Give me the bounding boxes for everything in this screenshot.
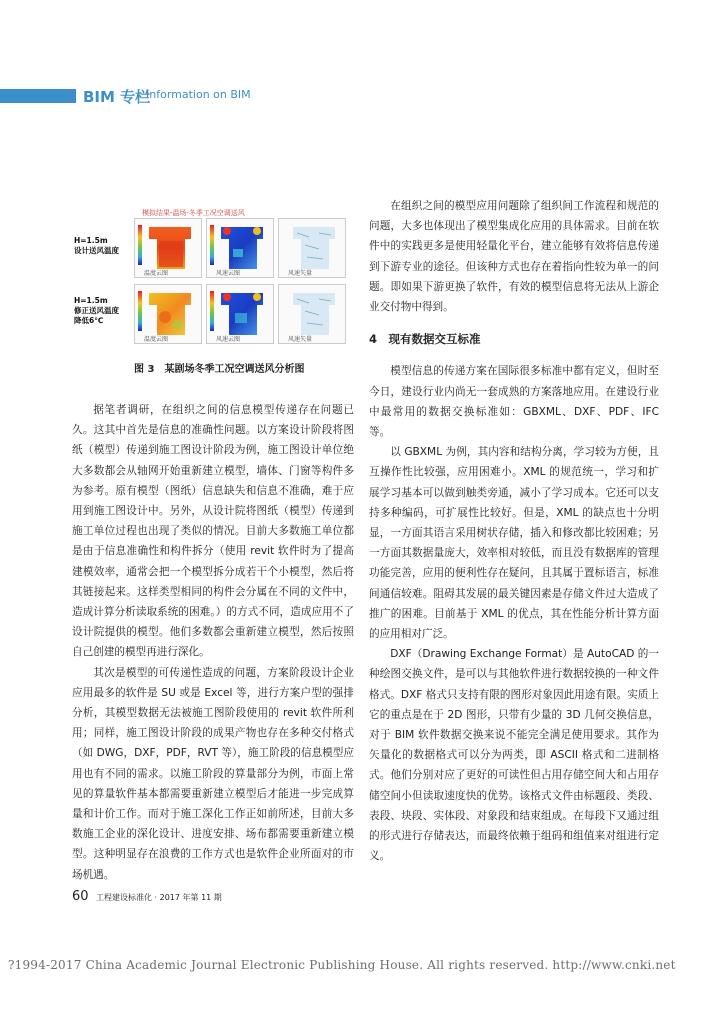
left-column [72,400,354,885]
body-paragraph: 以 GBXML 为例，其内容和结构分离，学习较为方便，且互操作性比较强，应用困难小。XML 的规范统一，学习和扩展学习基本可以做到触类旁通，减小了学习成本。它还可以支持多种编码，可扩展性比较好。但是，XML 的缺点也十分明显，一方面其语言采用树状存储，插入和修改都比较困难；另一方面其数据量庞大，效率相对较低，而且没有数据库的管理功能完善，应用的便利性存在疑问，且其属于置标语言，标准间通信较难。阻碍其发展的最关键因素是存储文件过大造成了推广的困难。目前基于 XML 的优点，其在性能分析计算方面的应用相对广泛。 [369,446,659,641]
body-paragraph: DXF（Drawing Exchange Format）是 AutoCAD 的一种绘图交换文件，是可以与其他软件进行数据较换的一种文件格式。DXF 格式只支持有限的图形对象因此用途有限。实质上它的重点是在于 2D 图形，只带有少量的 3D 几何交换信息，对于 BIM 软件数据交换来说不能完全满足使用要求。其作为矢量化的数据格式可以分为两类，即 ASCII 格式和二进制格式。他们分别对应了更好的可读性但占用存储空间大和占用存储空间小但读取速度快的优势。该格式文件由标题段、类段、表段、块段、实体段、对象段和结束组成。在每段下又通过组的形式进行存储表达，而最终依赖于组码和组值来对组进行定义。 [369,648,659,863]
section-header [0,86,724,108]
panel-caption: 温度云图 [144,270,169,277]
page-number: 60 [72,889,89,904]
panel-caption: 风速云图 [216,336,241,343]
journal-name: 工程建设标准化 · 2017 年第 11 期 [96,893,222,902]
row1-label-line: H=1.5m [74,236,108,245]
row2-label-line: 修正送风温度 [74,306,119,315]
right-column [369,196,659,867]
section-heading: 4 现有数据交互标准 [369,332,481,347]
row2-label-line: H=1.5m [74,296,108,305]
header-subtitle: Information on BIM [146,88,251,101]
row1-label-line: 设计送风温度 [74,246,119,255]
body-paragraph: 在组织之间的模型应用问题除了组织间工作流程和规范的问题，大多也体现出了模型集成化应用的具体需求。目前在软件中的实践更多是使用轻量化平台，建立能够有效将信息传递到下游专业的途径。但该种方式也存在着指向性较为单一的问题。即如果下游更换了软件，有效的模型信息将无法从上游企业交付物中得到。 [369,200,659,314]
header-accent-bar [0,89,76,103]
body-paragraph: 模型信息的传递方案在国际很多标准中都有定义，但时至今日，建设行业内尚无一套成熟的方案落地应用。在建设行业中最常用的数据交换标准如：GBXML、DXF、PDF、IFC 等。 [369,365,659,439]
header-title: BIM 专栏 [83,88,151,106]
row2-label [74,296,119,326]
copyright-notice: ?1994-2017 China Academic Journal Electronic Publishing House. All rights reserved. http://www.cnki.net [8,958,676,972]
panel-caption: 风速矢量 [288,270,313,277]
panel-caption: 温度云图 [144,336,169,343]
row2-label-line: 降低6℃ [74,316,104,325]
body-paragraph: 据笔者调研，在组织之间的信息模型传递存在问题已久。这其中首先是信息的准确性问题。以方案设计阶段将图纸（模型）传递到施工图设计阶段为例，施工图设计单位绝大多数都会从轴网开始重新建立模型，墙体、门窗等构件多为参考。原有模型（图纸）信息缺失和信息不准确，难于应用到施工图设计中。另外，从设计院将图纸（模型）传递到施工单位过程也出现了类似的情况。目前大多数施工单位都是由于信息准确性和构件拆分（使用 revit 软件时为了提高建模效率，通常会把一个模型拆分成若干个小模型，然后将其链接起来。这样类型相同的构件会分属在不同的文件中，造成计算分析读取系统的困难。）的方式不同，造成应用不了设计院提供的模型。他们多数都会重新建立模型，然后按照自己创建的模型再进行深化。 [72,404,354,659]
figure-3 [72,200,356,392]
row1-label [74,236,119,256]
panel-caption: 风速矢量 [288,336,313,343]
panel-caption: 风速云图 [216,270,241,277]
body-paragraph: 其次是模型的可传递性造成的问题，方案阶段设计企业应用最多的软件是 SU 或是 Excel 等，进行方案户型的强排分析，其模型数据无法被施工图阶段使用的 revit 软件所利用；同样，施工图设计阶段的成果产物也存在多种交付格式（如 DWG，DXF，PDF，RVT 等），施工阶段的信息模型应用也有不同的需求。以施工阶段的算量部分为例，市面上常见的算量软件基本都需要重新建立模型后才能进一步完成算量和计价工作。而对于施工深化工作正如前所述，目前大多数施工企业的深化设计、进度安排、场布都需要重新建立模型。这种明显存在浪费的工作方式也是软件企业所面对的市场机遇。 [72,666,354,881]
figure-caption: 图 3 某剧场冬季工况空调送风分析图 [134,364,305,375]
page-footer [72,889,372,907]
figure-title: 模拟结果-温场-冬季工况空调送风 [142,209,245,217]
